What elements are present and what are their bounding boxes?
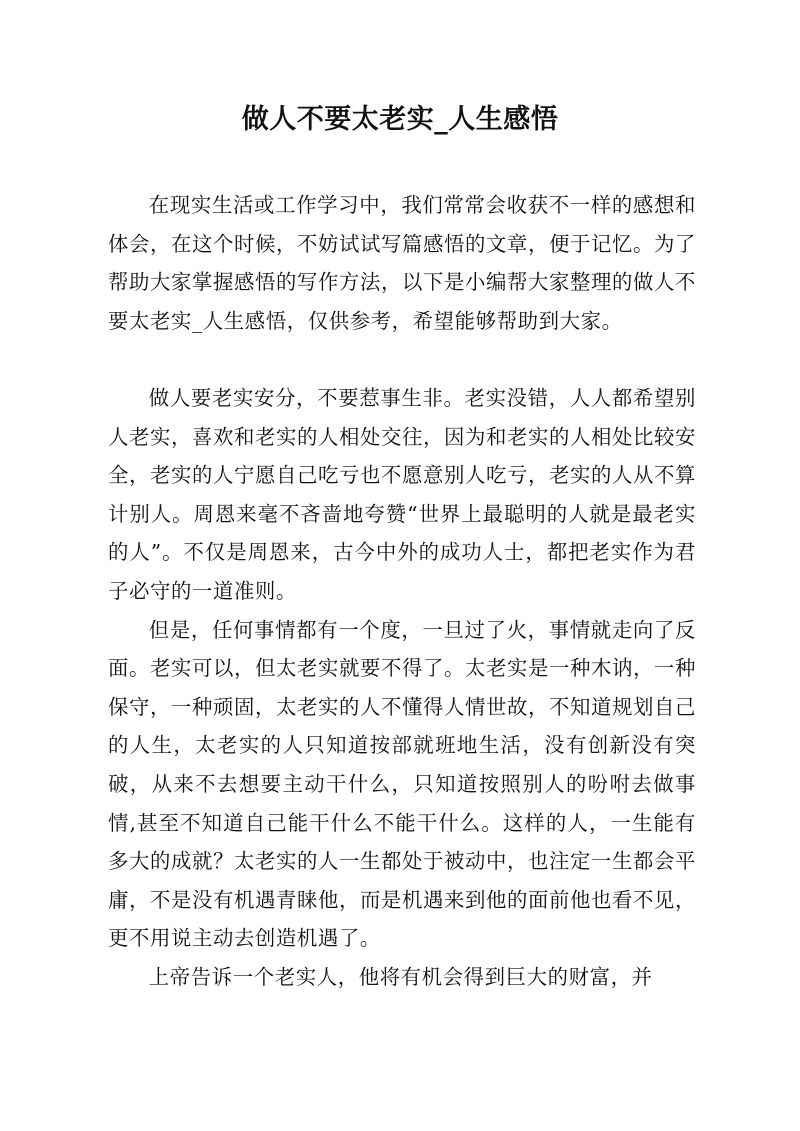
body-paragraph-1: 做人要老实安分，不要惹事生非。老实没错，人人都希望别人老实，喜欢和老实的人相处交往，因为和老实的人相处比较安全，老实的人宁愿自己吃亏也不愿意别人吃亏，老实的人从不算计别人。周恩来毫不吝啬地夸赞“世界上最聪明的人就是最老实的人”。不仅是周恩来，古今中外的成功人士，都把老实作为君子必守的一道准则。 xyxy=(108,385,696,603)
paragraph-spacer xyxy=(108,340,696,379)
body-paragraph-3: 上帝告诉一个老实人，他将有机会得到巨大的财富，并 xyxy=(148,964,653,989)
body-paragraph-2: 但是，任何事情都有一个度，一旦过了火，事情就走向了反面。老实可以，但太老实就要不得了。太老实是一种木讷，一种保守，一种顽固，太老实的人不懂得人情世故，不知道规划自己的人生，太老实的人只知道按部就班地生活，没有创新没有突破，从来不去想要主动干什么，只知道按照别人的吩咐去做事情,甚至不知道自己能干什么不能干什么。这样的人，一生能有多大的成就？太老实的人一生都处于被动中，也注定一生都会平庸，不是没有机遇青睐他，而是机遇来到他的面前他也看不见，更不用说主动去创造机遇了。 xyxy=(108,617,696,951)
document-body xyxy=(108,186,696,996)
intro-paragraph: 在现实生活或工作学习中，我们常常会收获不一样的感想和体会，在这个时候，不妨试试写篇感悟的文章，便于记忆。为了帮助大家掌握感悟的写作方法，以下是小编帮大家整理的做人不要太老实_人生感悟，仅供参考，希望能够帮助到大家。 xyxy=(108,193,696,333)
document-title: 做人不要太老实_人生感悟 xyxy=(241,104,559,135)
